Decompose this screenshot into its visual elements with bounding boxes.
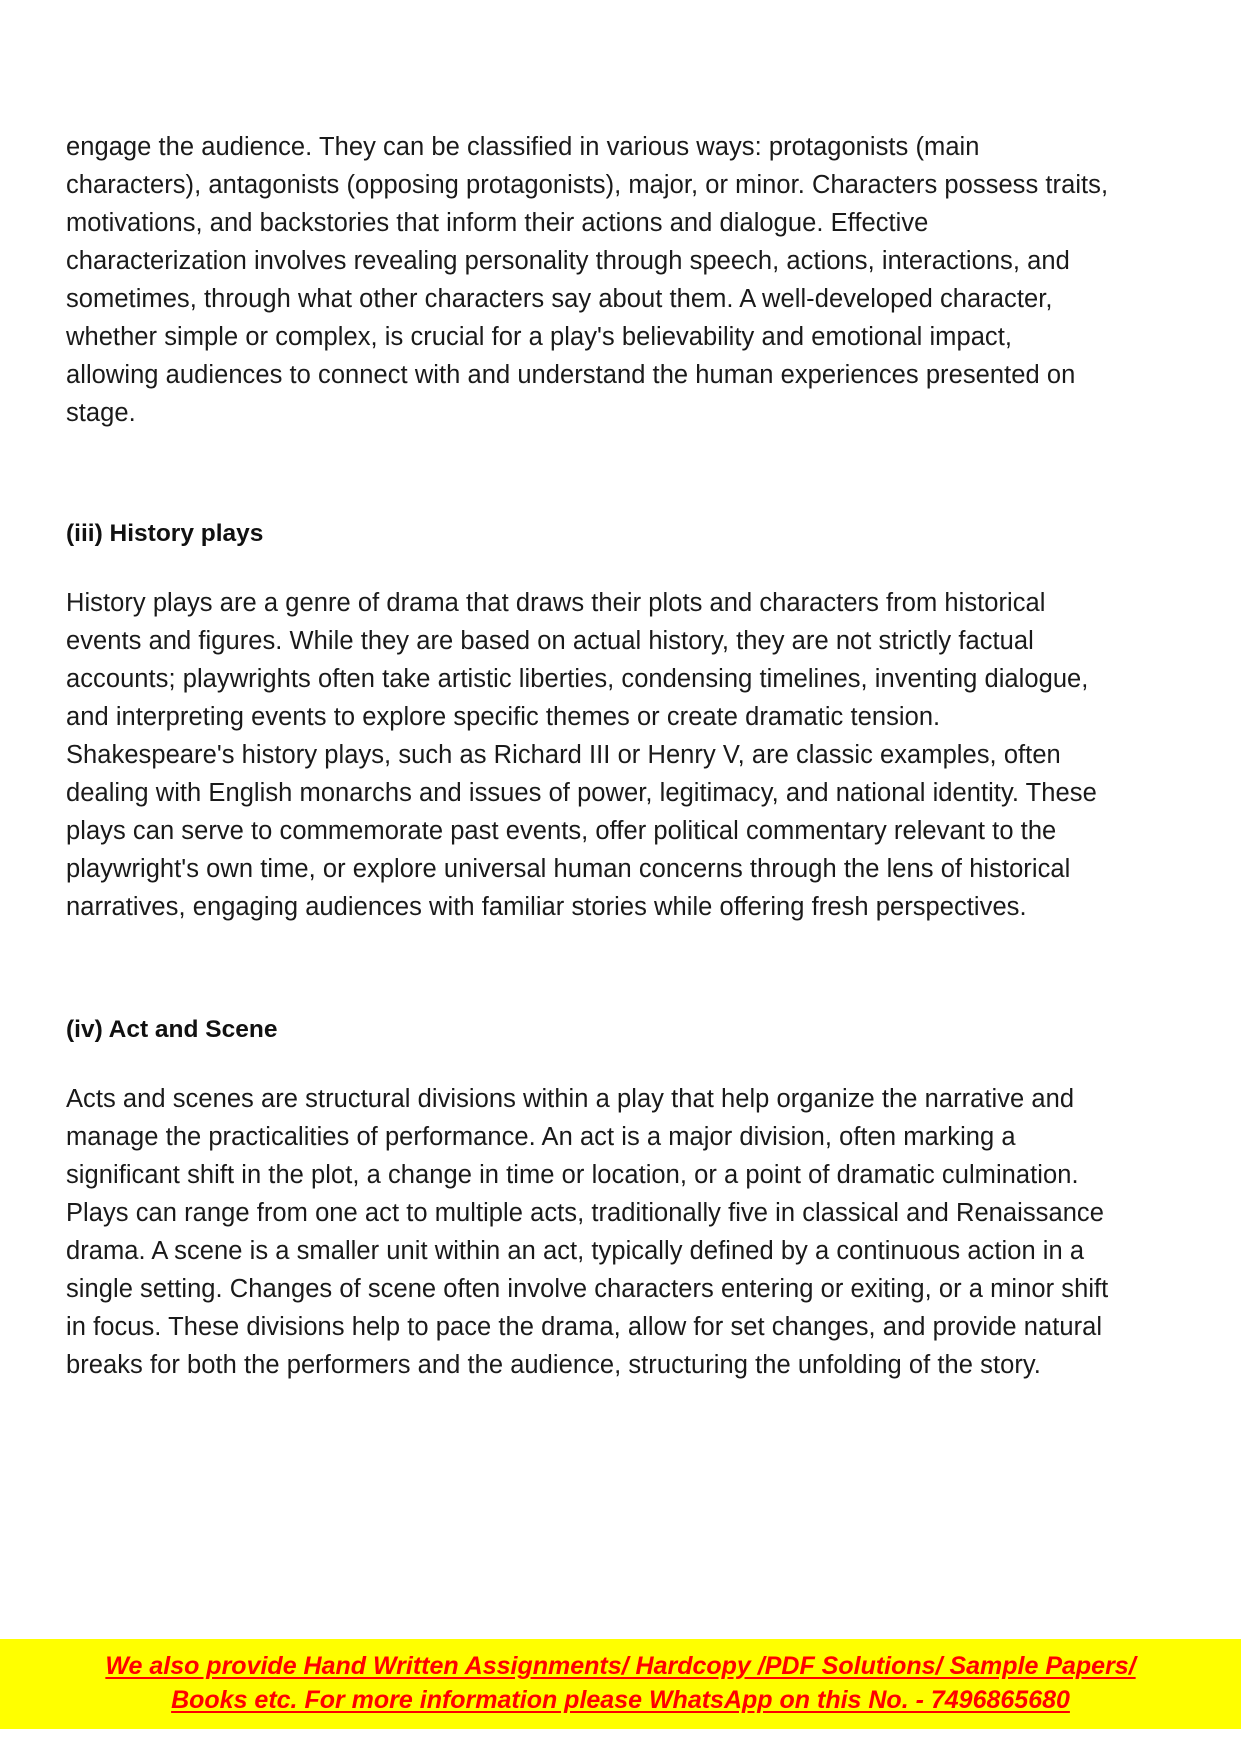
paragraph-continued: engage the audience. They can be classified in various ways: protagonists (main characters), antagonists (opposing protagonists), major, or minor. Characters possess traits, motivations, and backstories that inform their actions and dialogue. Effective characterization involves revealing personality through speech, actions, interactions, and sometimes, through what other characters say about them. A well-developed character, whether simple or complex, is crucial for a play's believability and emotional impact, allowing audiences to connect with and understand the human experiences presented on stage. bbox=[66, 133, 1109, 427]
spacer bbox=[66, 550, 1110, 584]
footer-promo-line-1: We also provide Hand Written Assignments/ Hardcopy /PDF Solutions/ Sample Papers/ bbox=[105, 1652, 1136, 1680]
spacer bbox=[66, 432, 1110, 518]
footer-promo-line-2: Books etc. For more information please WhatsApp on this No. - 7496865680 bbox=[171, 1686, 1070, 1714]
spacer bbox=[66, 926, 1110, 1014]
paragraph-act-and-scene: Acts and scenes are structural divisions within a play that help organize the narrative and manage the practicalities of performance. An act is a major division, often marking a significant shift in the plot, a change in time or location, or a point of dramatic culmination. Plays can range from one act to multiple acts, traditionally five in classical and Renaissance drama. A scene is a smaller unit within an act, typically defined by a continuous action in a single setting. Changes of scene often involve characters entering or exiting, or a minor shift in focus. These divisions help to pace the drama, allow for set changes, and provide natural breaks for both the performers and the audience, structuring the unfolding of the story. bbox=[66, 1085, 1109, 1379]
heading-act-and-scene: (iv) Act and Scene bbox=[66, 1016, 278, 1043]
spacer bbox=[66, 1046, 1110, 1080]
document-content bbox=[66, 128, 1110, 1384]
paragraph-history-plays: History plays are a genre of drama that draws their plots and characters from historical events and figures. While they are based on actual history, they are not strictly factual accounts; playwrights often take artistic liberties, condensing timelines, inventing dialogue, and interpreting events to explore specific themes or create dramatic tension. Shakespeare's history plays, such as Richard III or Henry V, are classic examples, often dealing with English monarchs and issues of power, legitimacy, and national identity. These plays can serve to commemorate past events, offer political commentary relevant to the playwright's own time, or explore universal human concerns through the lens of historical narratives, engaging audiences with familiar stories while offering fresh perspectives. bbox=[66, 589, 1097, 921]
footer-promo-banner bbox=[0, 1639, 1241, 1729]
heading-history-plays: (iii) History plays bbox=[66, 520, 264, 547]
